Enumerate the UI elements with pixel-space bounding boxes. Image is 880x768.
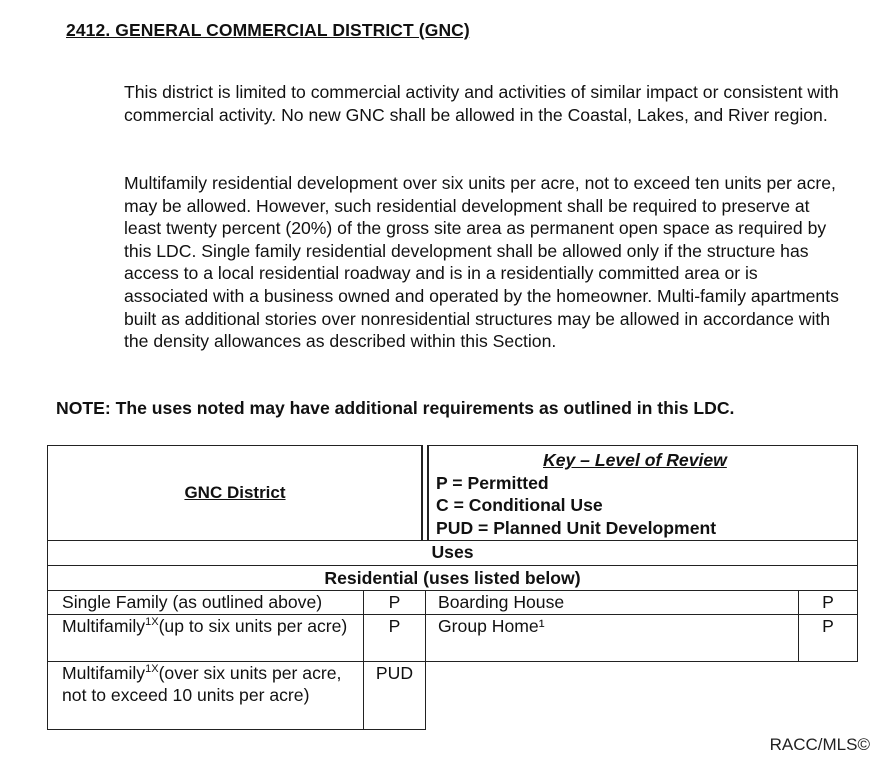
use-name: Group Home¹ — [438, 616, 545, 636]
review-code: PUD — [363, 661, 426, 730]
table-row-use — [47, 661, 364, 730]
review-code: P — [363, 614, 426, 662]
table-row-use — [425, 590, 799, 615]
key-title: Key – Level of Review — [543, 450, 727, 470]
review-code: P — [363, 590, 426, 615]
uses-label: Uses — [431, 542, 474, 562]
use-detail: (up to six units per acre) — [158, 616, 348, 636]
note-text: NOTE: The uses noted may have additional requirements as outlined in this LDC. — [56, 398, 735, 418]
footnote-mark: 1X — [145, 663, 159, 676]
key-item-permitted: P = Permitted — [436, 472, 549, 493]
use-name: Boarding House — [438, 592, 565, 612]
use-detail: (over six units per acre, not to exceed 10 units per acre) — [62, 663, 342, 705]
residential-section-row — [47, 565, 858, 591]
mls-watermark: RACC/MLS© — [769, 735, 870, 754]
use-name: Single Family (as outlined above) — [62, 592, 323, 612]
key-item-pud: PUD = Planned Unit Development — [436, 517, 717, 538]
key-item-conditional: C = Conditional Use — [436, 495, 603, 515]
table-row-use — [47, 614, 364, 662]
uses-row — [47, 540, 858, 566]
footnote-mark: 1X — [145, 616, 159, 629]
intro-paragraph: This district is limited to commercial activity and activities of similar impact or consistent with commercial activity. No new GNC shall be allowed in the Coastal, Lakes, and River region. — [124, 82, 839, 125]
district-header-cell — [47, 445, 423, 541]
table-row-use — [425, 614, 799, 662]
review-code: P — [798, 614, 858, 662]
key-header-cell — [427, 445, 858, 541]
use-name: Multifamily — [62, 616, 146, 636]
table-row-use — [47, 590, 364, 615]
residential-label: Residential (uses listed below) — [324, 568, 581, 588]
use-name: Multifamily — [62, 663, 146, 683]
district-label: GNC District — [184, 483, 286, 502]
review-code: P — [798, 590, 858, 615]
section-heading: 2412. GENERAL COMMERCIAL DISTRICT (GNC) — [66, 20, 470, 40]
multifamily-paragraph: Multifamily residential development over six units per acre, not to exceed ten units per acre, may be allowed. However, such residential development shall be required to preserve at least twenty percent (20%) of the gross site area as permanent open space as required by this LDC. Single family residential development shall be allowed only if the structure has access to a local residential roadway and is in a residentially committed area or is associated with a business owned and operated by the homeowner. Multi-family apartments built as additional stories over nonresidential structures may be allowed in accordance with the density allowances as described within this Section. — [124, 173, 839, 352]
